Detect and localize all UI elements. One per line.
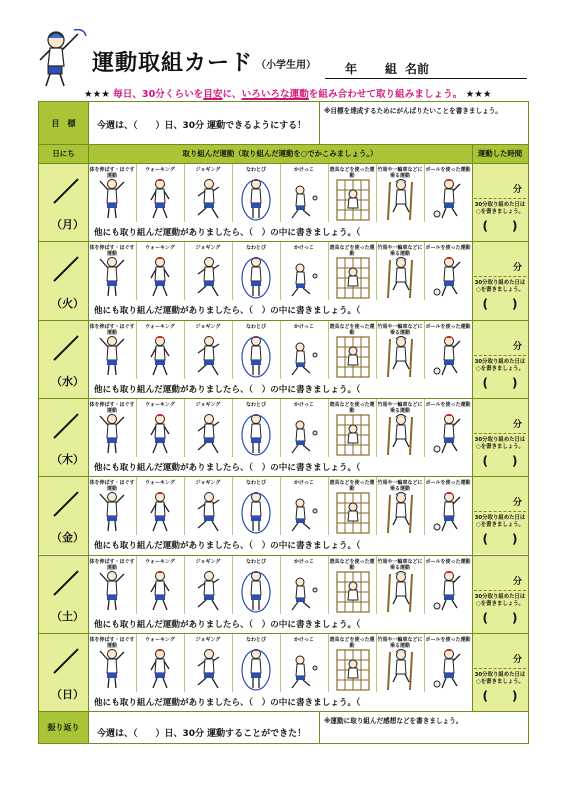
activity-label: 体を伸ばす・ほぐす運動 [89,636,135,649]
activity-playground[interactable] [328,634,377,692]
jump-rope-icon [240,570,274,614]
activity-ball[interactable] [424,556,472,614]
activity-running[interactable] [280,399,329,457]
thirty-min-note-line2: ○を書きましょう。 [476,678,524,685]
circle-mark-field[interactable]: ( ) [482,610,518,625]
stilts-unicycle-icon [384,335,418,379]
other-activity-prompt[interactable] [94,539,487,551]
card-subtitle: （小学生用） [256,60,316,71]
activity-stretch[interactable] [88,556,137,614]
thirty-min-note-line1: 30分取り組めた日は [474,202,526,208]
playground-equipment-icon [336,570,370,614]
ball-play-icon [432,178,466,222]
activity-label: 遊具などを使った運動 [329,245,375,258]
activity-ball[interactable] [424,321,472,379]
jogging-icon [192,413,226,457]
stretching-icon [96,570,130,614]
activity-playground[interactable] [328,242,377,300]
date-slash[interactable]: ／ [53,334,80,365]
day-label [39,164,88,241]
activity-label: ジョギング [195,480,221,487]
day-label [39,321,88,398]
activity-label: 竹馬や一輪車などに乗る運動 [377,167,423,179]
activity-label: ジョギング [195,401,221,408]
day-label [39,477,88,554]
jump-rope-icon [240,413,274,457]
weekday-label: （火） [51,296,84,310]
minutes-unit: 分 [512,263,522,274]
activity-label: かけっこ [293,401,314,408]
weekday-label: （木） [51,453,84,467]
activity-label: ジョギング [195,167,221,173]
activity-stretch[interactable] [88,477,137,535]
activity-label: ウォーキング [145,245,175,252]
playground-equipment-icon [336,256,370,300]
activity-running[interactable] [280,242,329,300]
thirty-min-note-line2: ○を書きましょう。 [476,209,524,215]
activity-walking[interactable] [136,634,185,692]
activity-row [88,164,472,222]
other-activity-prompt[interactable] [94,383,487,395]
jump-rope-icon [240,178,274,222]
activity-row [88,556,472,614]
jump-rope-icon [240,256,274,300]
activity-walking[interactable] [136,477,185,535]
activity-playground[interactable] [328,399,377,457]
activity-label: 遊具などを使った運動 [329,167,375,179]
activity-label: ウォーキング [145,401,175,408]
thirty-min-note-line2: ○を書きましょう。 [476,443,524,450]
activity-label: ボールを使った運動 [425,245,471,252]
activity-running[interactable] [280,634,329,692]
activity-row [88,242,472,300]
reflection-label: 振り返り [39,712,88,743]
activity-jogging[interactable] [184,321,233,379]
activity-jump-rope[interactable] [232,477,281,535]
activity-label: 竹馬や一輪車などに乗る運動 [377,558,423,571]
date-column-header: 日にち [39,144,88,163]
other-activity-text: 他にも取り組んだ運動がありましたら、（ ）の中に書きましょう。（ [94,384,361,395]
goal-text[interactable]: 今週は、（ ）日、30分 運動できるようにする！ [97,121,307,131]
activities-column-header: 取り組んだ運動（取り組んだ運動を○でかこみましょう。） [88,144,472,163]
activity-label: ジョギング [195,558,221,565]
day-label [39,399,88,476]
ball-play-icon [432,570,466,614]
activity-jogging[interactable] [184,399,233,457]
activity-label: なわとび [245,323,266,330]
minutes-unit: 分 [512,576,522,587]
walking-icon [144,570,178,614]
time-column-header: 運動した時間 [472,144,528,163]
activity-stretch[interactable] [88,634,137,692]
thirty-min-note-line1: 30分取り組めた日は [474,436,526,443]
circle-mark-field[interactable]: ( ) [482,219,518,233]
time-cell[interactable] [472,399,528,476]
activity-label: かけっこ [293,480,314,487]
stretching-icon [96,256,130,300]
card-header [0,0,565,100]
minutes-unit: 分 [512,498,522,509]
activity-playground[interactable] [328,321,377,379]
activity-label: 竹馬や一輪車などに乗る運動 [377,636,423,649]
activity-label: 遊具などを使った運動 [329,558,375,571]
activity-label: 遊具などを使った運動 [329,480,375,493]
activity-jump-rope[interactable] [232,321,281,379]
jump-rope-icon [240,335,274,379]
running-icon [288,570,322,614]
card-title: 運動取組カード [92,51,254,76]
other-activity-text: 他にも取り組んだ運動がありましたら、（ ）の中に書きましょう。（ [94,619,361,630]
stretching-icon [96,413,130,457]
stilts-unicycle-icon [384,491,418,535]
activity-label: 遊具などを使った運動 [329,401,375,414]
playground-equipment-icon [336,335,370,379]
activity-jogging[interactable] [184,242,233,300]
activity-row [88,321,472,379]
walking-icon [144,491,178,535]
activity-row [88,399,472,457]
activity-label: ウォーキング [145,480,175,487]
running-icon [288,648,322,692]
stretching-icon [96,491,130,535]
activity-label: 遊具などを使った運動 [329,636,375,649]
minutes-unit: 分 [512,185,522,195]
minutes-unit: 分 [512,654,522,665]
activity-label: ウォーキング [145,323,175,330]
activity-label: 遊具などを使った運動 [329,323,375,336]
activity-label: なわとび [245,558,266,565]
activity-label: なわとび [245,401,266,408]
time-cell[interactable] [472,634,528,711]
other-activity-prompt[interactable] [94,226,487,238]
activity-label: 竹馬や一輪車などに乗る運動 [377,401,423,414]
jogging-icon [192,256,226,300]
activity-label: 体を伸ばす・ほぐす運動 [89,558,135,571]
playground-equipment-icon [336,178,370,222]
activity-label: かけっこ [293,167,314,173]
activity-jump-rope[interactable] [232,634,281,692]
activity-label: ボールを使った運動 [425,167,471,173]
thirty-min-note-line1: 30分取り組めた日は [474,515,526,522]
walking-icon [144,178,178,222]
other-activity-prompt[interactable] [94,304,487,316]
activity-row [88,634,472,692]
thirty-min-note-line1: 30分取り組めた日は [474,280,526,287]
time-cell[interactable] [472,556,528,633]
day-label [39,242,88,319]
activity-walking[interactable] [136,556,185,614]
activity-label: かけっこ [293,558,314,565]
other-activity-text: 他にも取り組んだ運動がありましたら、（ ）の中に書きましょう。（ [94,541,361,552]
jogging-icon [192,570,226,614]
time-cell[interactable] [472,321,528,398]
activity-walking[interactable] [136,164,185,222]
stilts-unicycle-icon [384,256,418,300]
date-slash[interactable]: ／ [53,178,80,208]
activity-label: 竹馬や一輪車などに乗る運動 [377,323,423,336]
jump-rope-icon [240,648,274,692]
weekday-label: （土） [51,609,84,623]
activity-ball[interactable] [424,242,472,300]
stilts-unicycle-icon [384,570,418,614]
activity-stilts[interactable] [376,321,425,379]
activity-stilts[interactable] [376,399,425,457]
activity-walking[interactable] [136,242,185,300]
activity-running[interactable] [280,477,329,535]
circle-mark-field[interactable]: ( ) [482,453,518,468]
activity-label: ボールを使った運動 [425,636,471,643]
date-slash[interactable]: ／ [53,491,80,522]
year-label: 年 [345,62,358,76]
activity-label: なわとび [245,636,266,643]
walking-icon [144,335,178,379]
other-activity-text: 他にも取り組んだ運動がありましたら、（ ）の中に書きましょう。（ [94,306,361,317]
activity-label: 体を伸ばす・ほぐす運動 [89,323,135,336]
thirty-min-note-line2: ○を書きましょう。 [476,287,524,294]
jogging-icon [192,335,226,379]
running-icon [288,178,322,222]
class-label: 組 [385,62,398,76]
weekday-label: （金） [51,531,84,545]
activity-label: なわとび [245,480,266,487]
activity-jump-rope[interactable] [232,399,281,457]
time-cell[interactable] [472,477,528,554]
running-icon [288,491,322,535]
activity-jogging[interactable] [184,164,233,222]
activity-running[interactable] [280,164,329,222]
activity-running[interactable] [280,321,329,379]
activity-stretch[interactable] [88,242,137,300]
jogging-icon [192,648,226,692]
circle-mark-field[interactable]: ( ) [482,297,518,312]
goal-note: ※目標を達成するためにがんばりたいことを書きましょう。 [324,107,502,115]
activity-jogging[interactable] [184,634,233,692]
activity-label: ボールを使った運動 [425,401,471,408]
stilts-unicycle-icon [384,648,418,692]
ball-play-icon [432,413,466,457]
running-icon [288,256,322,300]
jogging-icon [192,178,226,222]
thirty-min-note-line1: 30分取り組めた日は [474,671,526,678]
exercise-table [38,101,529,744]
activity-label: 体を伸ばす・ほぐす運動 [89,480,135,493]
lead-instruction: ★★★ 毎日、30分くらいを目安に、いろいろな運動を組み合わせて取り組みましょう。 ★★★ [84,89,492,100]
jump-rope-icon [240,491,274,535]
minutes-unit: 分 [512,419,522,430]
other-activity-prompt[interactable] [94,696,487,708]
activity-ball[interactable] [424,477,472,535]
name-label: 名前 [405,62,430,76]
activity-label: ボールを使った運動 [425,323,471,330]
circle-mark-field[interactable]: ( ) [482,688,518,703]
activity-label: ウォーキング [145,636,175,643]
activity-row [88,477,472,535]
activity-label: ウォーキング [145,167,175,173]
activity-label: 竹馬や一輪車などに乗る運動 [377,480,423,493]
activity-label: ウォーキング [145,558,175,565]
walking-icon [144,413,178,457]
activity-label: 竹馬や一輪車などに乗る運動 [377,245,423,258]
reflection-note: ※運動に取り組んだ感想などを書きましょう。 [324,717,463,725]
activity-jump-rope[interactable] [232,556,281,614]
reflection-text[interactable]: 今週は、（ ）日、30分 運動することができた！ [97,729,307,739]
activity-stretch[interactable] [88,399,137,457]
activity-stilts[interactable] [376,477,425,535]
activity-label: ジョギング [195,245,221,252]
circle-mark-field[interactable]: ( ) [482,375,518,390]
activity-playground[interactable] [328,164,377,222]
activity-label: ジョギング [195,636,221,643]
ball-play-icon [432,491,466,535]
thirty-min-note-line2: ○を書きましょう。 [476,365,524,372]
other-activity-text: 他にも取り組んだ運動がありましたら、（ ）の中に書きましょう。（ [94,697,361,708]
running-child-illustration [34,26,92,88]
stilts-unicycle-icon [384,178,418,222]
stretching-icon [96,648,130,692]
activity-jogging[interactable] [184,477,233,535]
time-cell[interactable] [472,242,528,319]
activity-stilts[interactable] [376,242,425,300]
jogging-icon [192,491,226,535]
thirty-min-note-line1: 30分取り組めた日は [474,358,526,365]
walking-icon [144,256,178,300]
activity-label: ボールを使った運動 [425,480,471,487]
other-activity-text: 他にも取り組んだ運動がありましたら、（ ）の中に書きましょう。（ [94,228,361,238]
thirty-min-note-line1: 30分取り組めた日は [474,593,526,600]
minutes-unit: 分 [512,341,522,352]
date-slash[interactable]: ／ [53,256,80,287]
activity-label: かけっこ [293,323,314,330]
activity-playground[interactable] [328,556,377,614]
date-slash[interactable]: ／ [53,647,80,678]
day-label [39,634,88,711]
activity-jump-rope[interactable] [232,164,281,222]
date-slash[interactable]: ／ [53,412,80,443]
date-slash[interactable]: ／ [53,569,80,600]
activity-label: かけっこ [293,636,314,643]
other-activity-prompt[interactable] [94,461,487,473]
activity-jogging[interactable] [184,556,233,614]
weekday-label: （月） [51,218,84,232]
activity-walking[interactable] [136,399,185,457]
time-cell[interactable] [472,164,528,241]
activity-ball[interactable] [424,164,472,222]
activity-label: 体を伸ばす・ほぐす運動 [89,245,135,258]
goal-label: 目 標 [39,102,88,144]
stretching-icon [96,178,130,222]
activity-stilts[interactable] [376,634,425,692]
walking-icon [144,648,178,692]
playground-equipment-icon [336,413,370,457]
activity-label: 体を伸ばす・ほぐす運動 [89,167,135,179]
running-icon [288,413,322,457]
thirty-min-note-line2: ○を書きましょう。 [476,600,524,607]
activity-label: 体を伸ばす・ほぐす運動 [89,401,135,414]
activity-stilts[interactable] [376,556,425,614]
other-activity-text: 他にも取り組んだ運動がありましたら、（ ）の中に書きましょう。（ [94,462,361,473]
stilts-unicycle-icon [384,413,418,457]
activity-label: ボールを使った運動 [425,558,471,565]
playground-equipment-icon [336,491,370,535]
running-icon [288,335,322,379]
activity-ball[interactable] [424,634,472,692]
name-field[interactable] [325,60,527,79]
activity-stretch[interactable] [88,321,137,379]
activity-label: なわとび [245,167,266,173]
ball-play-icon [432,256,466,300]
weekday-label: （日） [51,688,84,702]
activity-walking[interactable] [136,321,185,379]
activity-running[interactable] [280,556,329,614]
activity-label: かけっこ [293,245,314,252]
thirty-min-note-line2: ○を書きましょう。 [476,522,524,529]
activity-stretch[interactable] [88,164,137,222]
day-label [39,556,88,633]
other-activity-prompt[interactable] [94,618,487,630]
activity-label: なわとび [245,245,266,252]
weekday-label: （水） [51,374,84,388]
playground-equipment-icon [336,648,370,692]
stretching-icon [96,335,130,379]
ball-play-icon [432,648,466,692]
circle-mark-field[interactable]: ( ) [482,532,518,547]
activity-ball[interactable] [424,399,472,457]
activity-jump-rope[interactable] [232,242,281,300]
ball-play-icon [432,335,466,379]
activity-label: ジョギング [195,323,221,330]
activity-playground[interactable] [328,477,377,535]
activity-stilts[interactable] [376,164,425,222]
